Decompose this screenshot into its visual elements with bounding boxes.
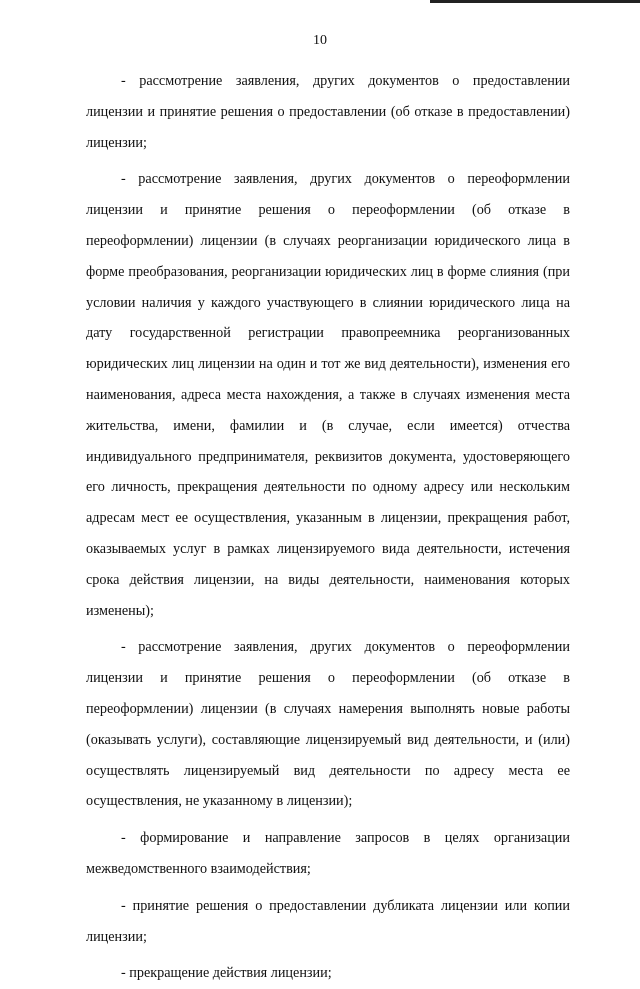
list-item: - прекращение действия лицензии; <box>121 965 332 982</box>
page-number: 10 <box>313 33 327 48</box>
list-item: - рассмотрение заявления, других документов о предоставлении лицензии и принятие решения о предоставлении (об отказе в предоставлении) лицензии; <box>86 73 570 151</box>
document-body <box>86 66 570 989</box>
list-item: - формирование и направление запросов в целях организации межведомственного взаимодействия; <box>86 830 570 877</box>
top-edge-line <box>430 0 640 3</box>
list-item: - принятие решения о предоставлении дубликата лицензии или копии лицензии; <box>86 897 570 945</box>
list-item: - рассмотрение заявления, других документов о переоформлении лицензии и принятие решения о переоформлении (об отказе в переоформлении) лицензии (в случаях реорганизации юридического лица в форме преобразования, реорганизации юридических лиц в форме слияния (при условии наличия у каждого участвующего в слиянии юридического лица на дату государственной регистрации правопреемника реорганизованных юридических лиц лицензии на один и тот же вид деятельности), изменения его наименования, адреса места нахождения, а также в случаях изменения места жительства, имени, фамилии и (в случае, если имеется) отчества индивидуального предпринимателя, реквизитов документа, удостоверяющего его личность, прекращения деятельности по одному адресу или нескольким адресам мест ее осуществления, указанным в лицензии, прекращения работ, оказываемых услуг в рамках лицензируемого вида деятельности, истечения срока действия лицензии, на виды деятельности, наименования которых изменены); <box>86 171 570 619</box>
list-item: - рассмотрение заявления, других документов о переоформлении лицензии и принятие решения о переоформлении (об отказе в переоформлении) лицензии (в случаях намерения выполнять новые работы (оказывать услуги), составляющие лицензируемый вид деятельности, и (или) осуществлять лицензируемый вид деятельности по адресу места ее осуществления, не указанному в лицензии); <box>86 639 570 810</box>
